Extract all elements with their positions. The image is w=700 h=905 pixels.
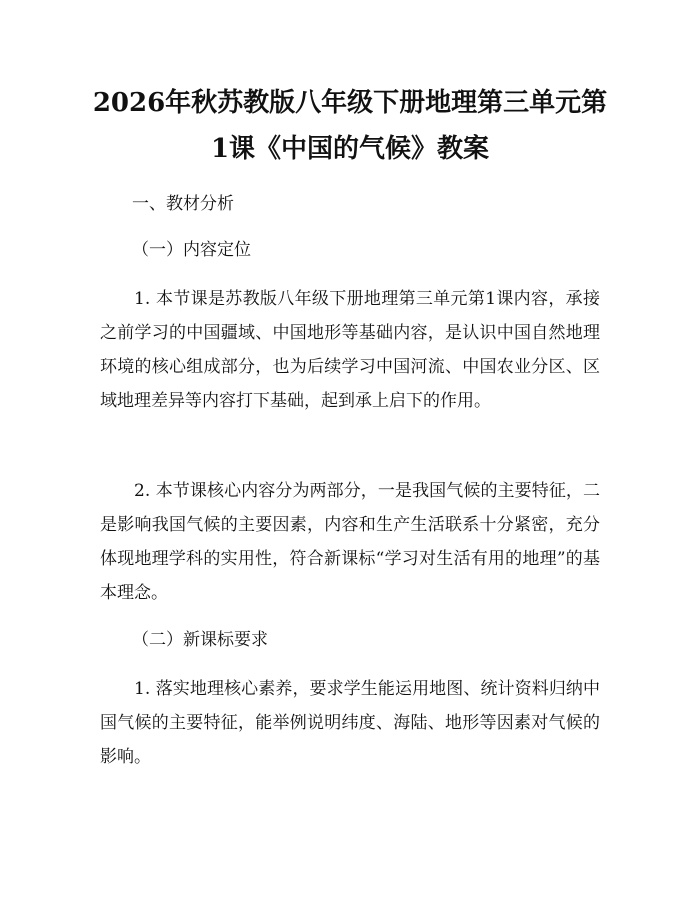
- section-heading-textbook-analysis: 一、教材分析: [132, 194, 234, 214]
- document-title-line-2: 1课《中国的气候》教案: [210, 134, 490, 164]
- paragraph-curriculum-requirements-1: 1. 落实地理核心素养，要求学生能运用地图、统计资料归纳中国气候的主要特征，能举例说明纬度、海陆、地形等因素对气候的影响。: [100, 679, 600, 767]
- paragraph-content-positioning-2: 2. 本节课核心内容分为两部分，一是我国气候的主要特征，二是影响我国气候的主要因素，内容和生产生活联系十分紧密，充分体现地理学科的实用性，符合新课标“学习对生活有用的地理”的基本理念。: [100, 481, 600, 603]
- subsection-heading-content-positioning: （一）内容定位: [132, 240, 251, 260]
- paragraph-content-positioning-1: 1. 本节课是苏教版八年级下册地理第三单元第1课内容，承接之前学习的中国疆域、中国地形等基础内容，是认识中国自然地理环境的核心组成部分，也为后续学习中国河流、中国农业分区、区域地理差异等内容打下基础，起到承上启下的作用。: [100, 289, 600, 411]
- subsection-heading-curriculum-requirements: （二）新课标要求: [132, 630, 268, 650]
- document-title-line-1: 2026年秋苏教版八年级下册地理第三单元第: [92, 88, 608, 118]
